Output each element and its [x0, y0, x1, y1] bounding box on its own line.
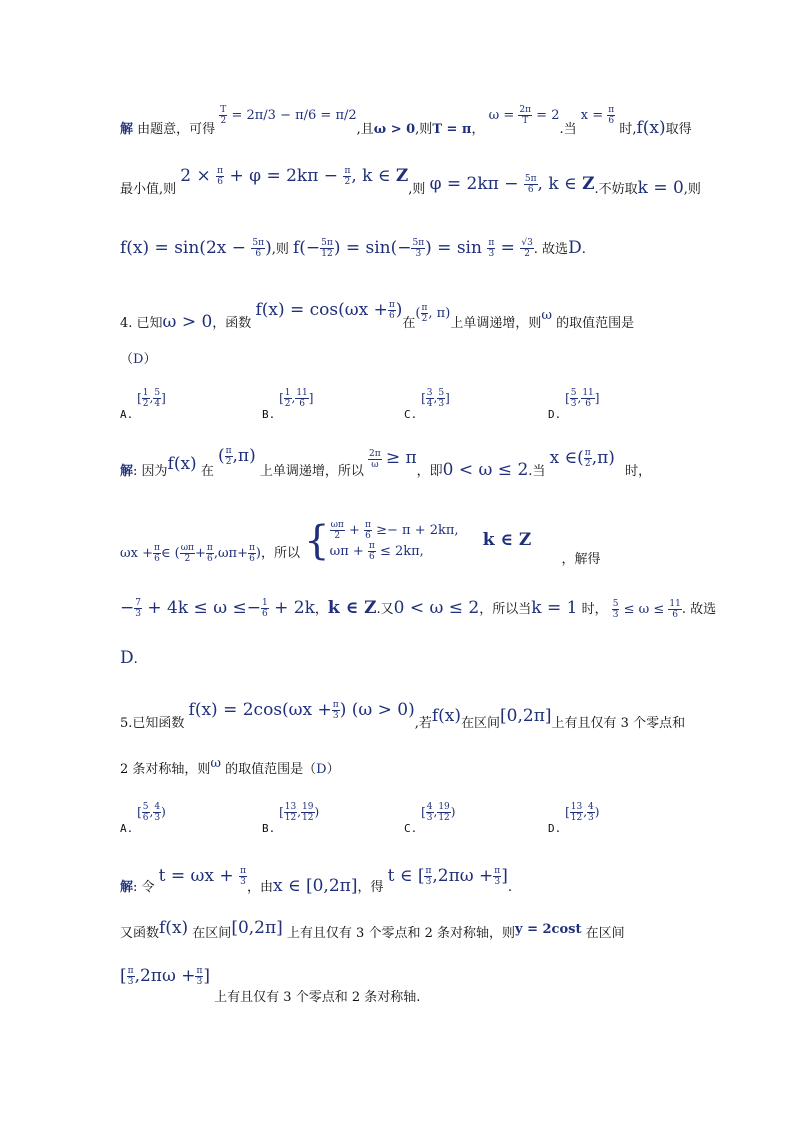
q4-option-c[interactable]: C. [ $\frac{3}{4}$ , $\frac{5}{3}$ ]	[404, 388, 450, 421]
solution-label: 解	[120, 122, 134, 137]
answer-letter: D	[133, 352, 144, 367]
q5-stem: 5.已知函数 f(x) = 2cos(ωx + $\frac{\pi}{3}$ ) (ω > 0),若f(x)在区间[0,2π]上有且仅有 3 个零点和	[120, 700, 686, 731]
sol3-line3: f(x) = sin(2x − $\frac{5\pi}{6}$ ),则 f(− $\frac{5\pi}{12}$ ) = sin(− $\frac{5\pi}{3}$ ) = sin $\frac{\pi}{3}$ = $\frac{√3}{2}$ . 故选D.	[120, 238, 586, 259]
q5-sol-line3: [ $\frac{\pi}{3}$ ,2πω + $\frac{\pi}{3}$ ] 上有且仅有 3 个零点和 2 条对称轴.	[120, 966, 421, 1005]
q5-option-b[interactable]: B. [ $\frac{13}{12}$ , $\frac{19}{12}$ )	[262, 802, 320, 835]
q5-option-d[interactable]: D. [ $\frac{13}{12}$ , $\frac{4}{3}$ )	[548, 802, 600, 835]
q5-sol-line1: 解: 令 t = ωx + $\frac{\pi}{3}$ ，由x ∈ [0,2π]，得 t ∈ [ $\frac{\pi}{3}$ ,2πω + $\frac{\pi}{3}$ ].	[120, 866, 512, 896]
q5-stem-line2: 2 条对称轴，则ω 的取值范围是（D）	[120, 756, 340, 777]
q5-option-c[interactable]: C. [ $\frac{4}{3}$ , $\frac{19}{12}$ )	[404, 802, 456, 835]
q5-sol-line2: 又函数f(x) 在区间[0,2π] 上有且仅有 3 个零点和 2 条对称轴，则y = 2cost 在区间	[120, 918, 625, 941]
q4-sol-line2: ωx + $\frac{\pi}{6}$ ∈ ( $\frac{\omega\pi}{2}$ + $\frac{\pi}{6}$ ,ωπ+ $\frac{\pi}{6}$ )，所以 { $\frac{\omega\pi}{2}$ + $\frac{\pi}{6}$ ≥− π + 2kπ, ωπ + $\frac{\pi}{6}$ ≤ 2kπ, k ∈ Z ，解得	[120, 518, 601, 567]
q4-sol-line3: − $\frac{7}{3}$ + 4k ≤ ω ≤− $\frac{1}{6}$ + 2k，k ∈ Z.又0 < ω ≤ 2，所以当k = 1 时， $\frac{5}{3}$ ≤ ω ≤ $\frac{11}{6}$ . 故选	[120, 598, 717, 620]
solution-label: 解	[120, 880, 134, 895]
q4-option-d[interactable]: D. [ $\frac{5}{3}$ , $\frac{11}{6}$ ]	[548, 388, 600, 421]
q4-sol-line1: 解: 因为f(x) 在 ( $\frac{\pi}{2}$ ,π) 上单调递增，所以 $\frac{2\pi}{\omega}$ ≥ π，即0 < ω ≤ 2.当 x ∈( $\frac{\pi}{2}$ ,π) 时，	[120, 446, 652, 480]
q4-stem: 4. 已知ω > 0，函数 f(x) = cos(ωx + $\frac{\pi}{6}$ )在( $\frac{\pi}{2}$ , π)上单调递增，则ω 的取值范围是	[120, 300, 635, 332]
sol3-line2: 最小值,则 2 × $\frac{\pi}{6}$ + φ = 2kπ − $\frac{\pi}{2}$ , k ∈ Z,则 φ = 2kπ − $\frac{5\pi}{6}$ , k ∈ Z.不妨取k = 0,则	[120, 166, 701, 198]
q5-option-a[interactable]: A. [ $\frac{5}{6}$ , $\frac{4}{3}$ )	[120, 802, 166, 835]
q4-answer: （D）	[120, 352, 157, 367]
q4-option-a[interactable]: A. [ $\frac{1}{2}$ , $\frac{5}{4}$ ]	[120, 388, 166, 421]
solution-label: 解	[120, 464, 134, 479]
q4-option-b[interactable]: B. [ $\frac{1}{2}$ , $\frac{11}{6}$ ]	[262, 388, 314, 421]
q4-sol-line4: D.	[120, 648, 138, 668]
answer-letter: D	[316, 762, 327, 777]
sol3-line1: 解 由题意，可得 $\frac{T}{2}$ = 2π/3 − π/6 = π/2,且ω > 0,则T = π， ω = $\frac{2\pi}{T}$ = 2.当 x = $\frac{\pi}{6}$ 时,f(x)取得	[120, 105, 692, 138]
